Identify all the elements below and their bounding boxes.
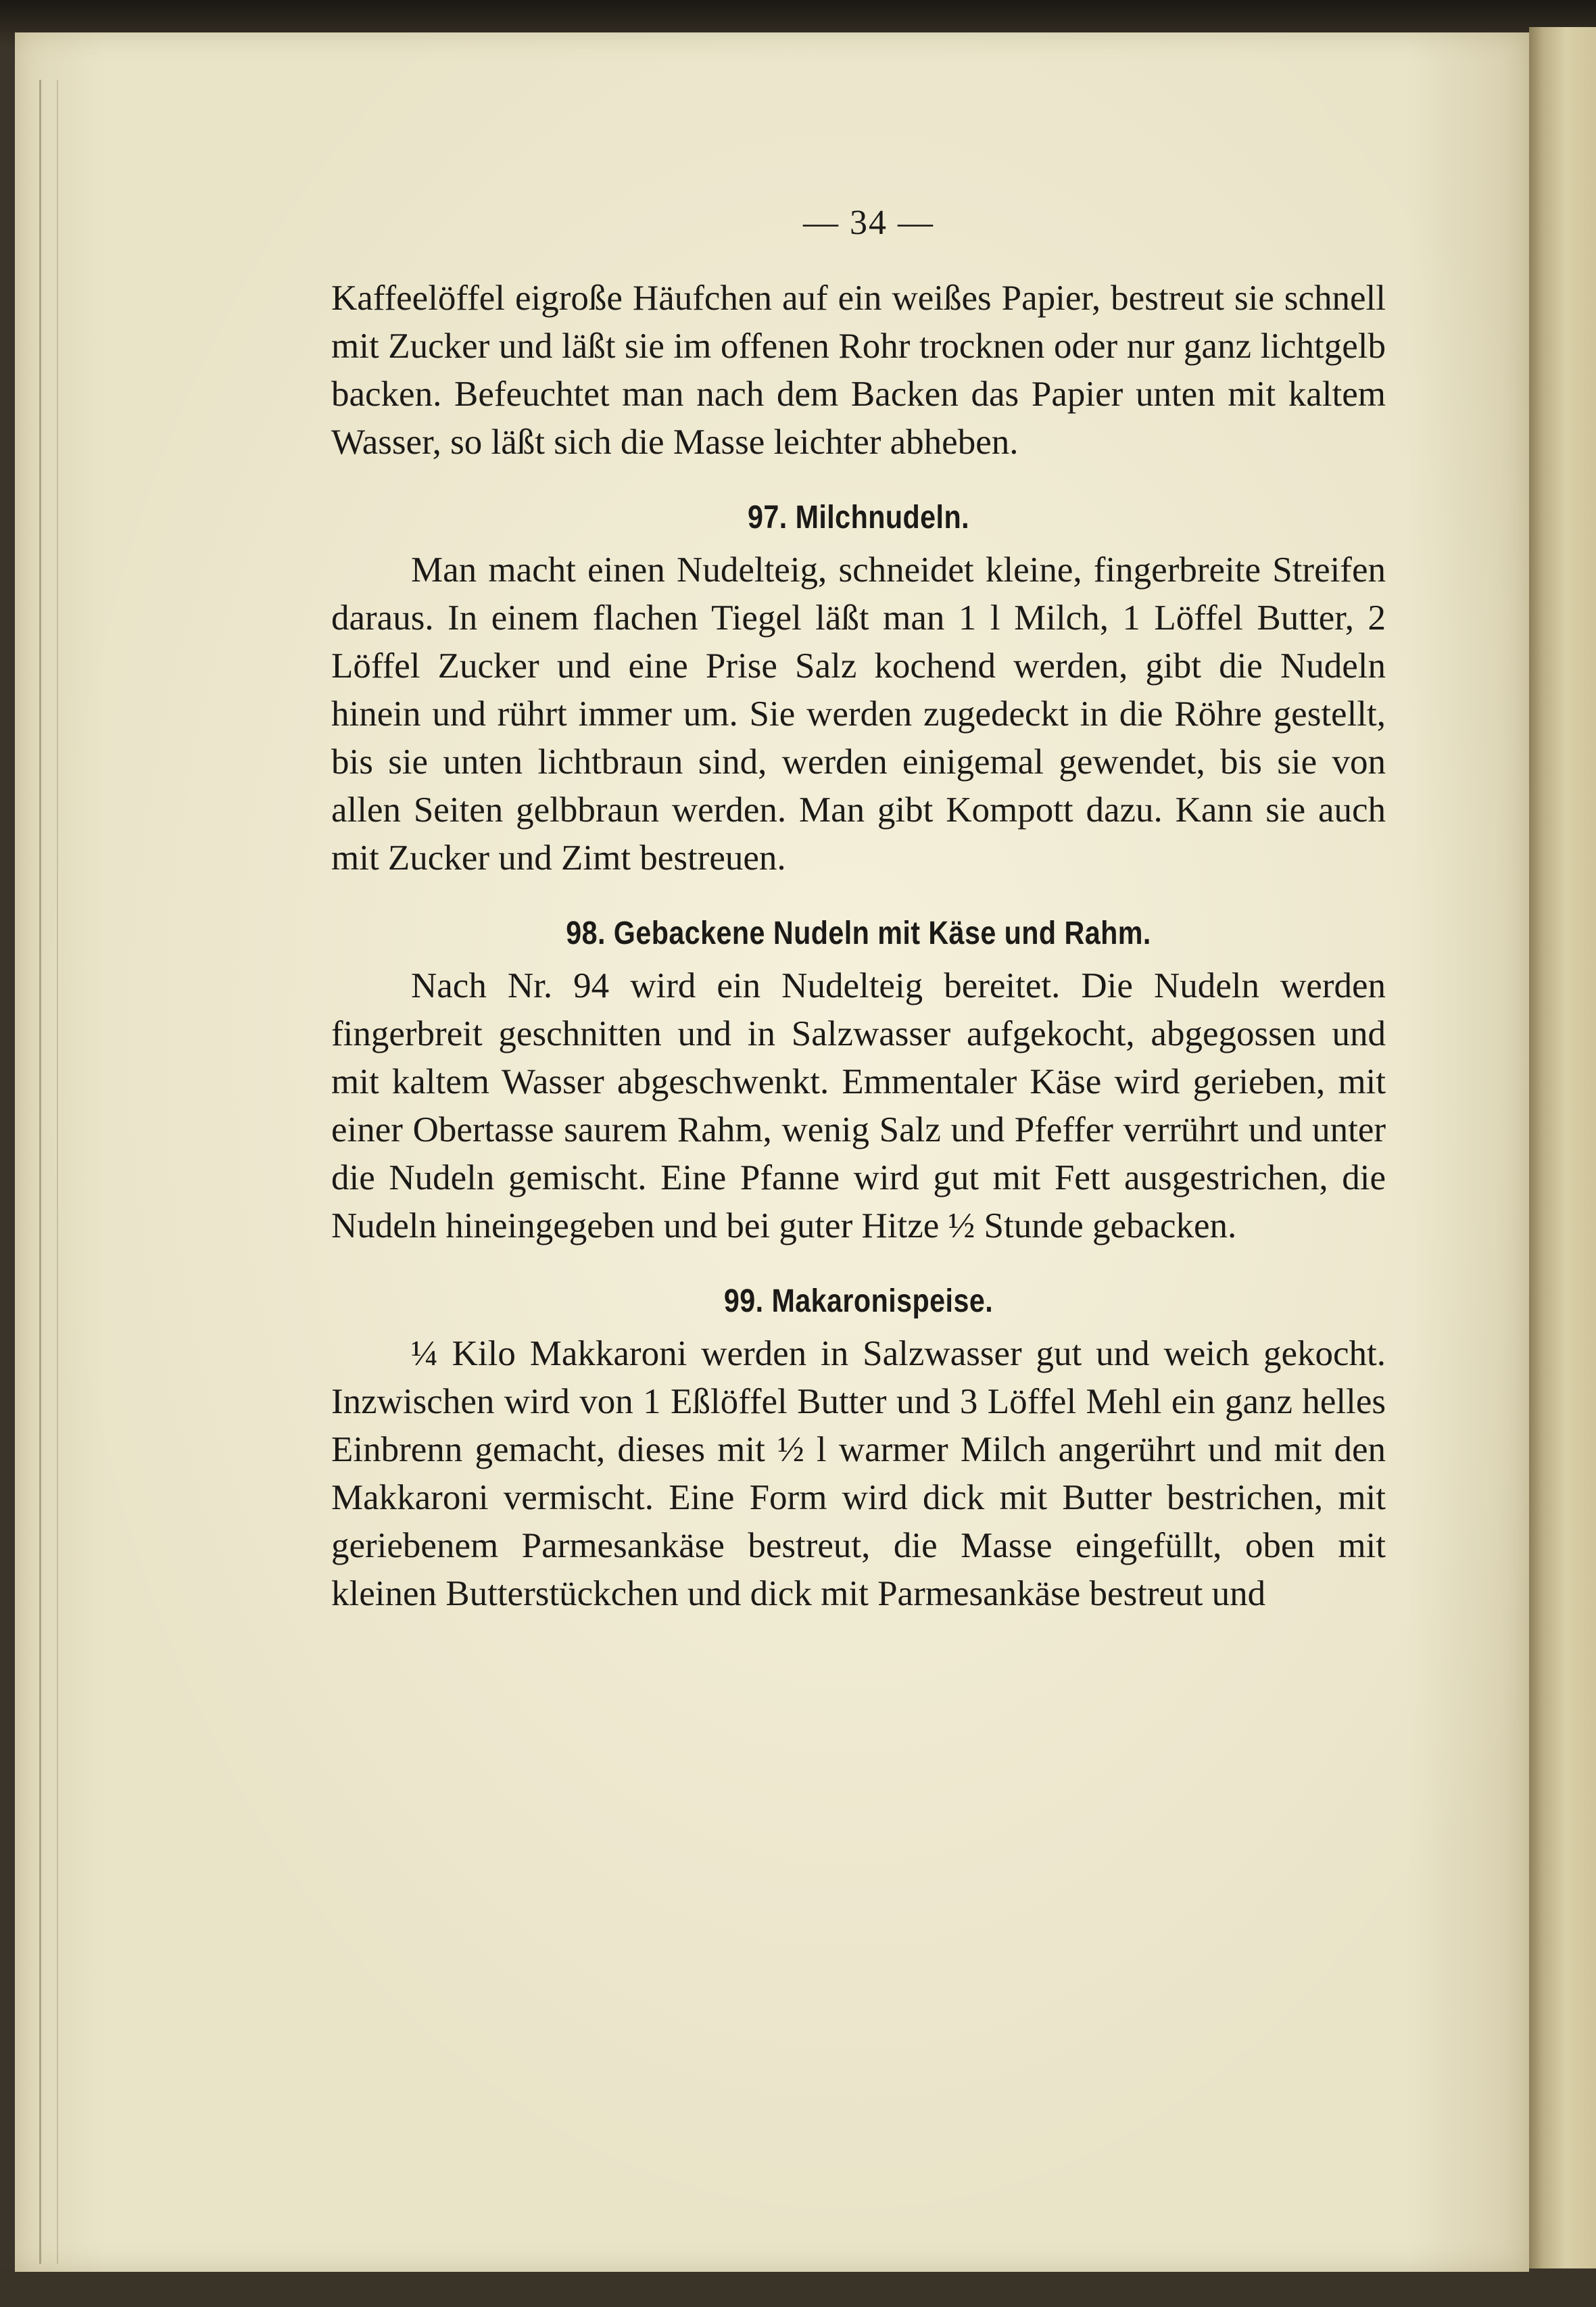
recipe-text-99: ¼ Kilo Makkaroni werden in Salzwasser gut und weich gekocht. Inzwischen wird von 1 Eßlöffel Butter und 3 Löffel Mehl ein ganz helles Einbrenn gemacht, dieses mit ½ l warmer Milch angerührt und mit den Makkaroni vermischt. Eine Form wird dick mit Butter bestrichen, mit geriebenem Parmesankäse bestreut, die Masse eingefüllt, oben mit kleinen Butterstückchen und dick mit Parmesankäse bestreut und <box>331 1334 1386 1613</box>
recipe-text-98: Nach Nr. 94 wird ein Nudelteig bereitet. Die Nudeln werden fingerbreit geschnitten und in Salzwasser aufgekocht, abgegossen und mit kaltem Wasser abgeschwenkt. Emmentaler Käse wird gerieben, mit einer Obertasse saurem Rahm, wenig Salz und Pfeffer verrührt und unter die Nudeln gemischt. Eine Pfanne wird gut mit Fett ausgestrichen, die Nudeln hineingegeben und bei guter Hitze ½ Stunde gebacken. <box>331 966 1386 1245</box>
recipe-text-97: Man macht einen Nudelteig, schneidet kleine, fingerbreite Streifen daraus. In einem flachen Tiegel läßt man 1 l Milch, 1 Löffel Butter, 2 Löffel Zucker und eine Prise Salz kochend werden, gibt die Nudeln hinein und rührt immer um. Sie werden zugedeckt in die Röhre gestellt, bis sie unten lichtbraun sind, werden einigemal gewendet, bis sie von allen Seiten gelbbraun werden. Man gibt Kompott dazu. Kann sie auch mit Zucker und Zimt bestreuen. <box>331 550 1386 878</box>
recipe-heading-99: 99. Makaronispeise. <box>723 1283 994 1319</box>
recipe-heading-97: 97. Milchnudeln. <box>747 500 969 536</box>
page-margin-line <box>39 80 41 2264</box>
page-number: — 34 — <box>803 204 934 242</box>
page-content <box>331 196 1386 1618</box>
recipe-heading-98: 98. Gebackene Nudeln mit Käse und Rahm. <box>566 915 1151 951</box>
book-page-edges <box>1529 27 1596 2307</box>
paragraph-continued: Kaffeelöffel eigroße Häufchen auf ein weißes Papier, bestreut sie schnell mit Zucker und läßt sie im offenen Rohr trocknen oder nur ganz lichtgelb backen. Befeuchtet man nach dem Backen das Papier unten mit kaltem Wasser, so läßt sich die Masse leichter abheben. <box>331 279 1386 462</box>
page-margin-line-inner <box>57 80 58 2264</box>
scan-bottom-edge <box>0 2268 1596 2307</box>
